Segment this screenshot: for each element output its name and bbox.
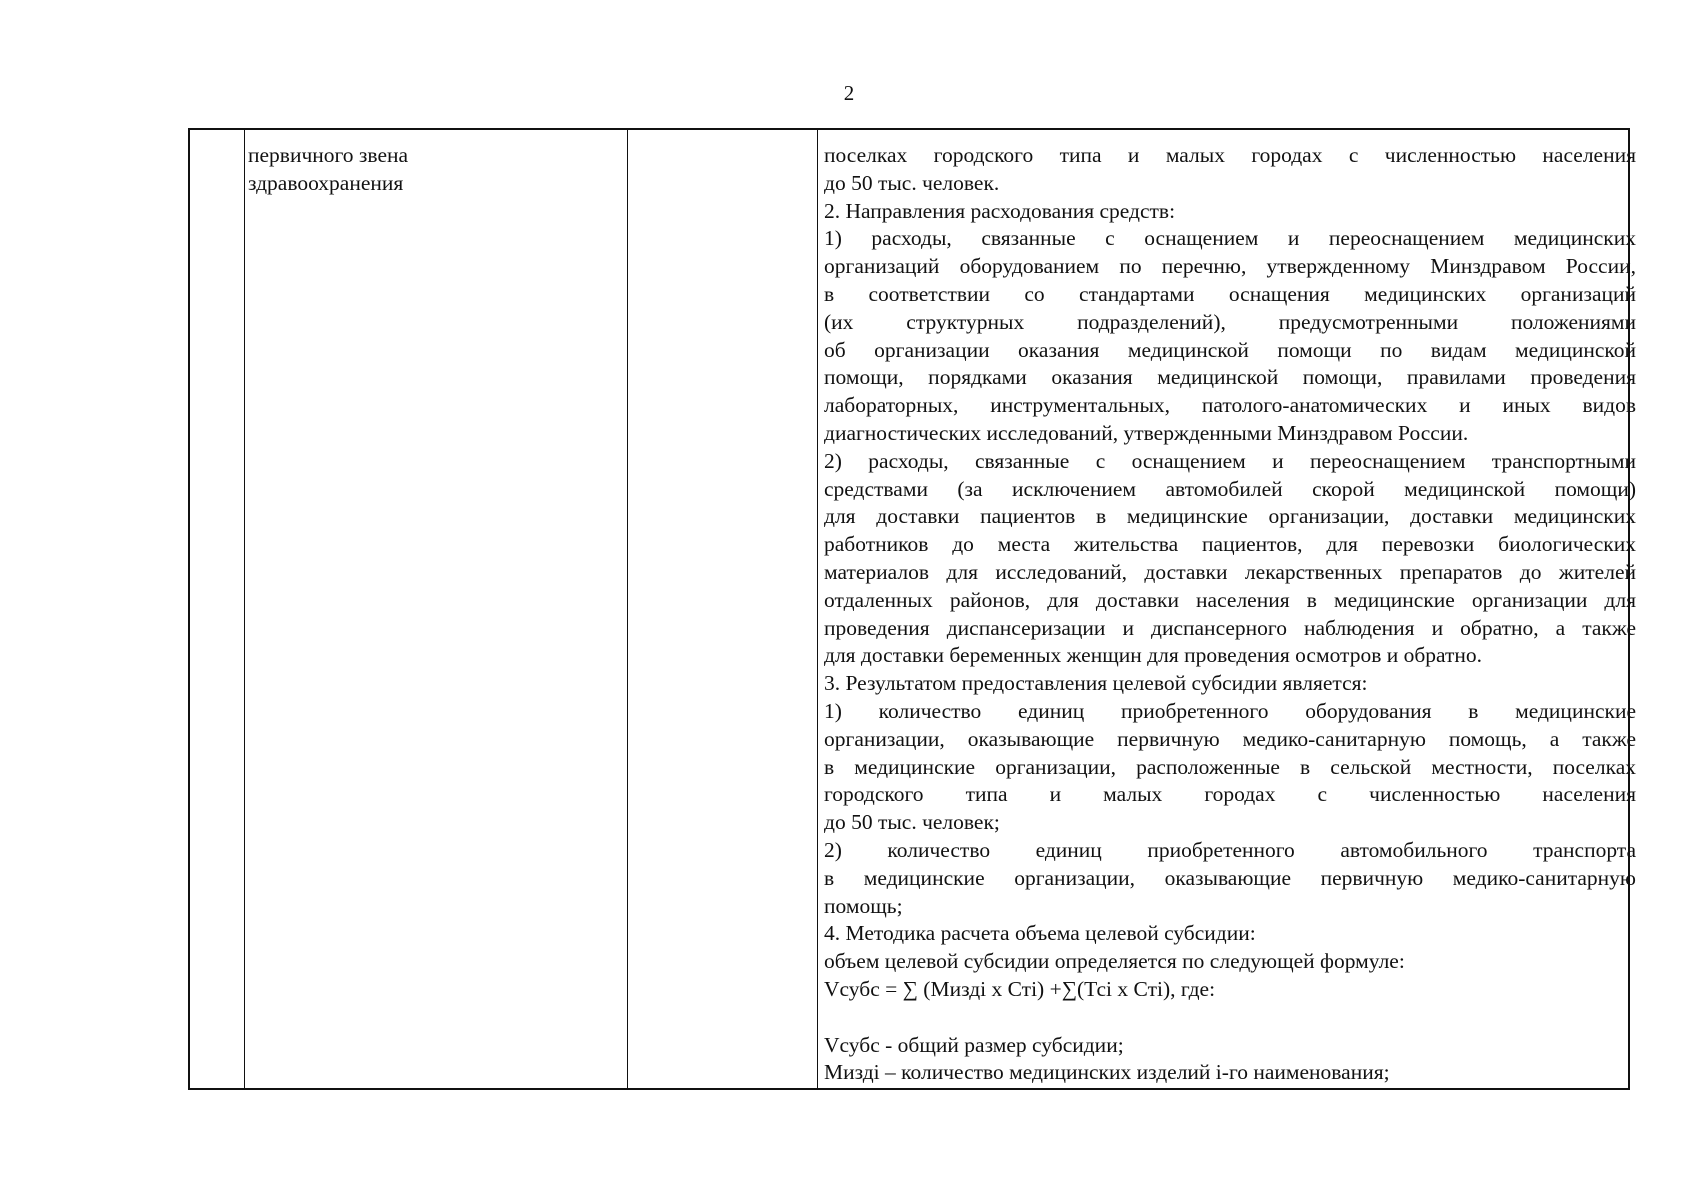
body-text-line: для доставки беременных женщин для проведения осмотров и обратно. <box>824 643 1483 668</box>
column-divider-1 <box>244 130 245 1088</box>
body-text-line: работников до места жительства пациентов, для перевозки биологических <box>824 532 1636 557</box>
page-number: 2 <box>843 81 855 105</box>
body-text-line: Мизді – количество медицинских изделий і-го наименования; <box>824 1060 1390 1085</box>
column-divider-2 <box>627 130 628 1088</box>
row-body-cell <box>824 142 1636 1087</box>
body-text-line: диагностических исследований, утвержденными Минздравом России. <box>824 420 1469 445</box>
row-title-line: первичного звена <box>248 143 409 167</box>
body-text-line: материалов для исследований, доставки лекарственных препаратов до жителей <box>824 559 1636 584</box>
body-text-line: для доставки пациентов в медицинские организации, доставки медицинских <box>824 504 1636 529</box>
body-text-line: помощи, порядками оказания медицинской помощи, правилами проведения <box>824 365 1636 390</box>
body-text-line: средствами (за исключением автомобилей скорой медицинской помощи) <box>824 476 1636 501</box>
row-title-cell <box>248 142 608 198</box>
body-text-line: поселках городского типа и малых городах с численностью населения <box>824 143 1636 167</box>
body-text-line: 2) количество единиц приобретенного автомобильного транспорта <box>824 837 1636 862</box>
body-text-line: организаций оборудованием по перечню, утвержденному Минздравом России, <box>824 254 1636 279</box>
body-text-line: в соответствии со стандартами оснащения медицинских организаций <box>824 281 1636 306</box>
row-title-line: здравоохранения <box>248 170 404 195</box>
body-text-line: до 50 тыс. человек. <box>824 170 1000 195</box>
body-text-line: городского типа и малых городах с численностью населения <box>824 782 1636 807</box>
body-text-line: Vсубс = ∑ (Мизді х Сті) +∑(Тсі х Сті), где: <box>824 976 1216 1001</box>
body-text-line: (их структурных подразделений), предусмотренными положениями <box>824 309 1636 334</box>
body-text-line: 3. Результатом предоставления целевой субсидии является: <box>824 671 1368 696</box>
body-text-line: 2. Направления расходования средств: <box>824 198 1176 223</box>
body-text-line: лабораторных, инструментальных, патолого-анатомических и иных видов <box>824 393 1636 418</box>
body-text-line: объем целевой субсидии определяется по следующей формуле: <box>824 949 1405 974</box>
body-text-line: до 50 тыс. человек; <box>824 810 1000 835</box>
body-text-line: помощь; <box>824 893 903 918</box>
body-text-line: об организации оказания медицинской помощи по видам медицинской <box>824 337 1636 362</box>
body-text-line: в медицинские организации, оказывающие первичную медико-санитарную <box>824 865 1636 890</box>
column-divider-3 <box>817 130 818 1088</box>
body-text-line: 1) расходы, связанные с оснащением и переоснащением медицинских <box>824 226 1636 251</box>
body-text-line: 1) количество единиц приобретенного оборудования в медицинские <box>824 698 1636 723</box>
body-text-line: проведения диспансеризации и диспансерного наблюдения и обратно, а также <box>824 615 1636 640</box>
body-text-line: организации, оказывающие первичную медико-санитарную помощь, а также <box>824 726 1636 751</box>
body-text-line: в медицинские организации, расположенные в сельской местности, поселках <box>824 754 1636 779</box>
body-text-line: Vсубс - общий размер субсидии; <box>824 1032 1124 1057</box>
body-text-line: отдаленных районов, для доставки населения в медицинские организации для <box>824 587 1636 612</box>
document-table <box>188 128 1636 1090</box>
body-text-line: 4. Методика расчета объема целевой субсидии: <box>824 921 1256 946</box>
body-blank-line <box>824 1004 1636 1032</box>
body-text-line: 2) расходы, связанные с оснащением и переоснащением транспортными <box>824 448 1636 473</box>
